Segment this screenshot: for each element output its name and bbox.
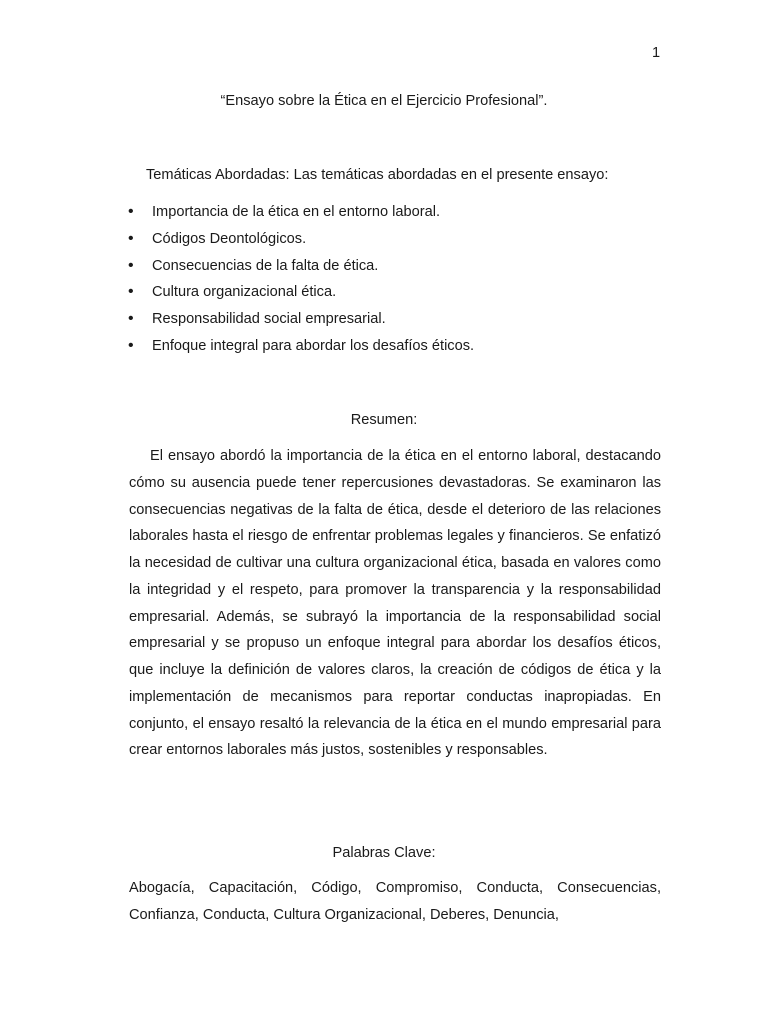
- list-item: [128, 202, 474, 229]
- bullet-icon: •: [128, 283, 134, 301]
- topic-list: [128, 202, 474, 363]
- page-number: 1: [652, 45, 661, 61]
- bullet-icon: •: [128, 310, 134, 328]
- keywords-paragraph: Abogacía, Capacitación, Código, Compromiso, Conducta, Consecuencias, Confianza, Conducta, Cultura Organizacional, Deberes, Denuncia,: [129, 880, 661, 923]
- list-item: [128, 336, 474, 363]
- document-title: “Ensayo sobre la Ética en el Ejercicio Profesional”.: [220, 93, 548, 109]
- bullet-icon: •: [128, 203, 134, 220]
- summary-heading: Resumen:: [350, 412, 418, 428]
- list-item: [128, 256, 474, 283]
- list-item-text: Enfoque integral para abordar los desafíos éticos.: [152, 337, 475, 354]
- bullet-icon: •: [128, 229, 134, 247]
- list-item-text: Responsabilidad social empresarial.: [152, 311, 386, 328]
- list-item-text: Consecuencias de la falta de ética.: [152, 257, 379, 274]
- keywords-heading: Palabras Clave:: [332, 845, 436, 861]
- topics-intro: Temáticas Abordadas: Las temáticas abordadas en el presente ensayo:: [146, 167, 609, 183]
- list-item-text: Códigos Deontológicos.: [152, 230, 307, 247]
- bullet-icon: •: [128, 256, 134, 274]
- summary-paragraph: El ensayo abordó la importancia de la ética en el entorno laboral, destacando cómo su ausencia puede tener repercusiones devastadoras. Se examinaron las consecuencias negativas de la falta de ética, desde el deterioro de las relaciones laborales hasta el riesgo de enfrentar problemas legales y financieros. Se enfatizó la necesidad de cultivar una cultura organizacional ética, basada en valores como la integridad y el respeto, para promover la transparencia y la responsabilidad empresarial. Además, se subrayó la importancia de la responsabilidad social empresarial y se propuso un enfoque integral para abordar los desafíos éticos, que incluye la definición de valores claros, la creación de códigos de ética y la implementación de mecanismos para reportar conductas inapropiadas. En conjunto, el ensayo resaltó la relevancia de la ética en el mundo empresarial para crear entornos laborales más justos, sostenibles y responsables.: [129, 448, 661, 759]
- bullet-icon: •: [128, 336, 134, 354]
- list-item: [128, 229, 474, 256]
- list-item-text: Importancia de la ética en el entorno laboral.: [152, 204, 440, 220]
- list-item-text: Cultura organizacional ética.: [152, 284, 337, 301]
- list-item: [128, 282, 474, 309]
- list-item: [128, 309, 474, 336]
